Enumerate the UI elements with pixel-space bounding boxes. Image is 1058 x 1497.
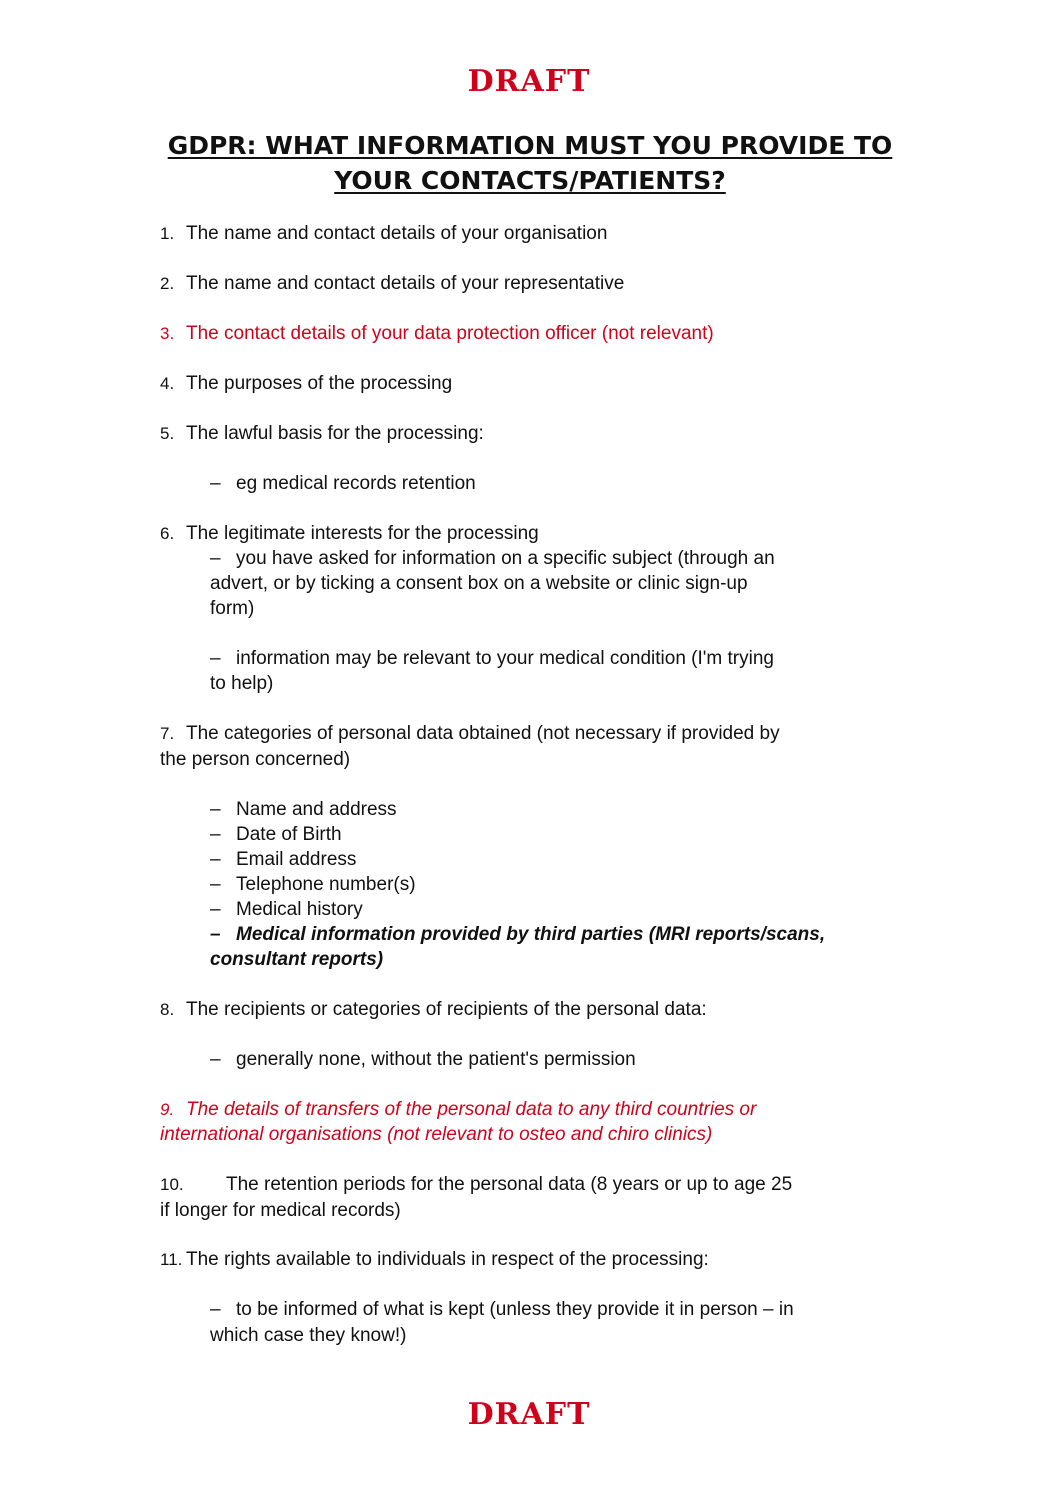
title-line-2: YOUR CONTACTS/PATIENTS? xyxy=(334,166,726,195)
list-item xyxy=(160,1097,756,1122)
item-text: The purposes of the processing xyxy=(186,373,453,394)
item-number: 6. xyxy=(160,524,175,543)
dash-bullet: – xyxy=(210,849,221,870)
dash-bullet: – xyxy=(210,799,221,820)
item-number: 7. xyxy=(160,724,175,743)
item-text: The name and contact details of your representative xyxy=(186,273,625,294)
item-text: The rights available to individuals in respect of the processing: xyxy=(186,1249,709,1270)
item-number: 3. xyxy=(160,324,175,343)
sub-item-text: Telephone number(s) xyxy=(236,874,416,895)
item-continuation: if longer for medical records) xyxy=(160,1200,401,1221)
dash-bullet: – xyxy=(210,1299,221,1320)
sub-item xyxy=(210,546,775,571)
sub-item xyxy=(210,471,476,496)
item-number: 9. xyxy=(160,1100,175,1119)
list-item xyxy=(160,271,624,296)
page-title xyxy=(150,128,910,198)
dash-bullet: – xyxy=(210,899,221,920)
sub-item xyxy=(210,797,397,822)
item-number: 10. xyxy=(160,1175,184,1194)
item-number: 11. xyxy=(160,1250,183,1269)
item-number: 5. xyxy=(160,424,175,443)
item-text: The contact details of your data protection officer (not relevant) xyxy=(186,323,714,344)
sub-item-text: Medical history xyxy=(236,899,363,920)
item-number: 2. xyxy=(160,274,175,293)
draft-watermark-top: DRAFT xyxy=(467,64,591,99)
sub-item xyxy=(210,1297,794,1322)
sub-item-text: eg medical records retention xyxy=(236,473,476,494)
sub-item-text: to be informed of what is kept (unless they provide it in person – in xyxy=(236,1299,794,1320)
dash-bullet: – xyxy=(210,473,221,494)
dash-bullet: – xyxy=(210,1049,221,1070)
dash-bullet: – xyxy=(210,648,221,669)
sub-item-continuation: consultant reports) xyxy=(210,949,384,970)
sub-item xyxy=(210,822,342,847)
item-continuation: the person concerned) xyxy=(160,749,351,770)
sub-item xyxy=(210,646,774,671)
sub-item xyxy=(210,897,363,922)
dash-bullet: – xyxy=(210,548,221,569)
sub-item-continuation: to help) xyxy=(210,673,274,694)
sub-item-text: Name and address xyxy=(236,799,397,820)
sub-item-text: generally none, without the patient's permission xyxy=(236,1049,636,1070)
list-item xyxy=(160,721,780,746)
list-item xyxy=(160,321,714,346)
list-item xyxy=(160,221,607,246)
item-text: The legitimate interests for the processing xyxy=(186,523,539,544)
list-item xyxy=(160,421,484,446)
sub-item-text: Email address xyxy=(236,849,357,870)
item-text: The categories of personal data obtained (not necessary if provided by xyxy=(186,723,780,744)
list-item xyxy=(160,1247,709,1272)
list-item xyxy=(160,371,452,396)
item-number: 1. xyxy=(160,224,175,243)
sub-item-continuation: advert, or by ticking a consent box on a website or clinic sign-up xyxy=(210,573,748,594)
item-continuation: international organisations (not relevant to osteo and chiro clinics) xyxy=(160,1124,713,1145)
sub-item xyxy=(210,1047,636,1072)
sub-item-continuation: which case they know!) xyxy=(210,1325,407,1346)
sub-item xyxy=(210,922,825,947)
sub-item-continuation: form) xyxy=(210,598,255,619)
item-text: The retention periods for the personal data (8 years or up to age 25 xyxy=(226,1174,793,1195)
sub-item-text: information may be relevant to your medical condition (I'm trying xyxy=(236,648,774,669)
item-text: The name and contact details of your organisation xyxy=(186,223,608,244)
sub-item-text: Medical information provided by third parties (MRI reports/scans, xyxy=(236,924,826,945)
dash-bullet: – xyxy=(210,874,221,895)
dash-bullet: – xyxy=(210,924,221,945)
item-text: The recipients or categories of recipients of the personal data: xyxy=(186,999,707,1020)
sub-item-text: you have asked for information on a specific subject (through an xyxy=(236,548,775,569)
draft-watermark-bottom: DRAFT xyxy=(467,1397,591,1432)
list-item xyxy=(160,521,539,546)
item-number: 4. xyxy=(160,374,175,393)
dash-bullet: – xyxy=(210,824,221,845)
sub-item xyxy=(210,847,356,872)
item-text: The details of transfers of the personal data to any third countries or xyxy=(186,1099,757,1120)
list-item xyxy=(160,997,707,1022)
title-line-1: GDPR: WHAT INFORMATION MUST YOU PROVIDE TO xyxy=(167,131,893,160)
sub-item xyxy=(210,872,416,897)
list-item xyxy=(160,1172,792,1197)
item-text: The lawful basis for the processing: xyxy=(186,423,484,444)
sub-item-text: Date of Birth xyxy=(236,824,342,845)
item-number: 8. xyxy=(160,1000,175,1019)
